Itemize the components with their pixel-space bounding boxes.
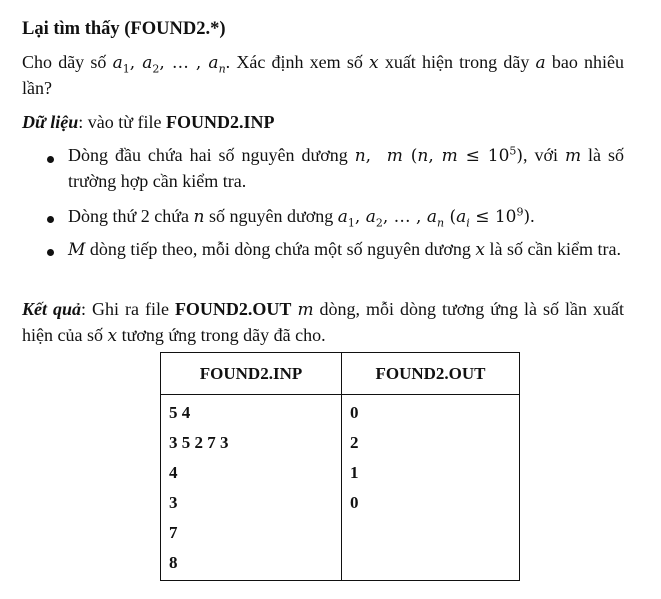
intro-text: . Xác định xem số [225,52,370,72]
table-row [161,395,520,581]
bullet-text: Dòng đầu chứa hai số nguyên dương [68,145,355,165]
bullet-text: là số cần kiểm tra. [485,239,621,259]
bullet-icon [47,249,54,256]
bullet-text: , với [523,145,565,165]
input-line: 8 [169,553,178,572]
intro-text: Cho dãy số [22,52,113,72]
bullet-text: là số trường hợp cần kiểm tra. [68,145,625,191]
bullet-text: số nguyên dương [204,206,338,226]
var-M: M [68,240,86,260]
column-header: FOUND2.INP [161,353,342,395]
var-x: x [107,326,118,346]
bullet-item [68,143,624,194]
bullet-text: dòng tiếp theo, mỗi dòng chứa một số nguyên dương [85,239,476,259]
var-m: m [297,300,314,320]
input-line: 3 [169,493,178,512]
bullet-icon [47,216,54,223]
var-a: a [535,53,546,73]
bullet-text: . [530,206,535,226]
output-text: dòng, mỗi dòng tương ứng là số lần xuất hiện của số [22,299,624,345]
var-m: m [564,146,582,166]
bullet-icon [47,156,54,163]
example-table [160,352,520,581]
output-line: 2 [350,433,359,452]
input-line: 3 5 2 7 3 [169,433,229,452]
sequence-math: $a_1$, $a_2$, … , $a_n$ [112,53,226,76]
intro-text: xuất hiện trong dãy [378,52,536,72]
output-line: 0 [350,493,359,512]
output-text: : Ghi ra file [81,299,175,319]
output-line: 1 [350,463,359,482]
input-line: 4 [169,463,178,482]
var-x: x [369,53,379,73]
output-filename: FOUND2.OUT [174,299,292,319]
column-header: FOUND2.OUT [342,353,520,395]
input-cell [161,395,342,581]
problem-title: Lại tìm thấy (FOUND2.*) [22,19,226,39]
output-line: 0 [350,403,359,422]
input-section-heading [22,110,624,135]
intro-text: bao nhiêu lần? [22,52,625,98]
bullet-item [68,204,624,230]
input-filename: FOUND2.INP [166,112,275,132]
table-header-row [161,353,520,395]
bullet-math: n, m (n, $m \le 10^5$) [354,144,524,166]
bullet-item [68,237,624,263]
bullet-text: Dòng thứ 2 chứa [68,206,194,226]
output-section [22,297,624,349]
input-label: Dữ liệu [22,112,79,132]
bullet-math: $a_1$, $a_2$, … , $a_n$ $(a_i \le 10^9)$ [337,205,531,230]
var-x: x [475,240,486,260]
output-text: tương ứng trong dãy đã cho. [117,325,326,345]
input-line: 5 4 [169,403,191,422]
input-line: 7 [169,523,178,542]
output-cell [342,395,520,581]
var-n: n [193,207,205,227]
output-label: Kết quả [22,299,81,319]
intro-paragraph [22,50,624,101]
input-text: : vào từ file [78,112,167,132]
